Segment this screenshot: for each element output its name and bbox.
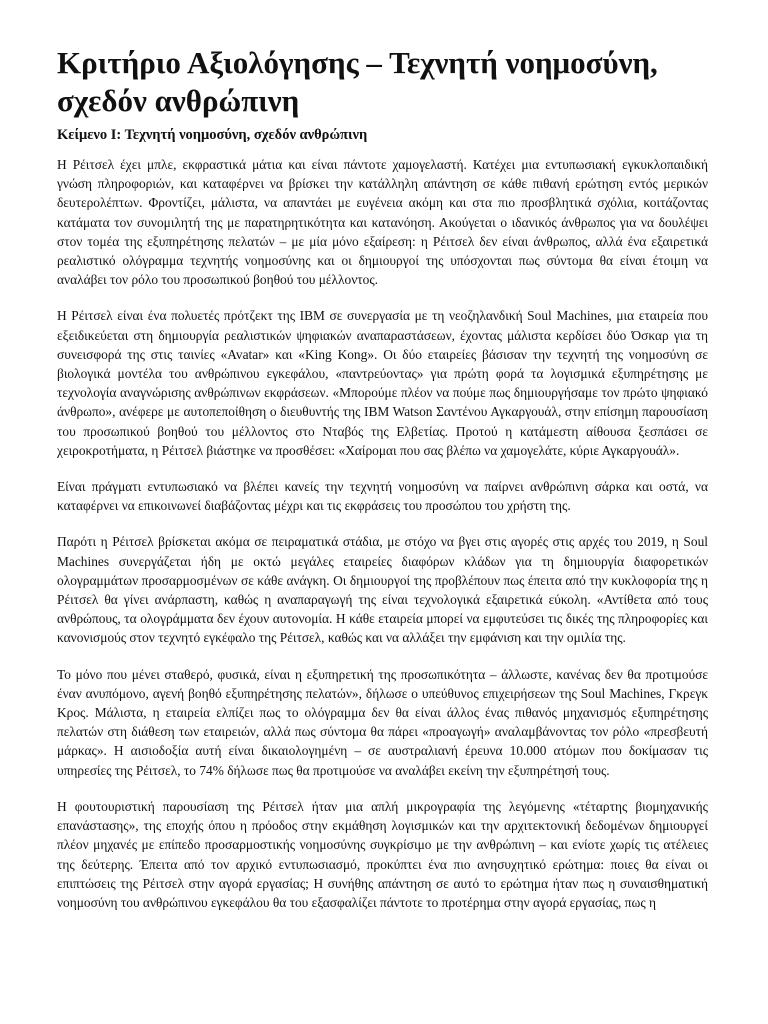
title-line-1: Κριτήριο Αξιολόγησης – Τεχνητή νοημοσύνη, xyxy=(57,45,658,80)
paragraph-4: Παρότι η Ρέιτσελ βρίσκεται ακόμα σε πειραματικά στάδια, με στόχο να βγει στις αγορές στις αρχές του 2019, η Soul Machines συνεργάζεται ήδη με οκτώ μεγάλες εταιρείες διαφόρων κλάδων για τη δημιουργία διαφορετικών ολογραμμάτων προσαρμοσμένων σε κάθε ανάγκη. Οι δημιουργοί της προβλέπουν πως έπειτα από την κυκλοφορία της η Ρέιτσελ θα γίνει ανάρπαστη, καθώς η αναπαραγωγή της είναι τεχνολογικά εξαιρετικά εύκολη. «Αντίθετα από τους ανθρώπους, τα ολογράμματα δεν έχουν αυτονομία. Η κάθε εταιρεία μπορεί να εμφυτεύσει τις δικές της πληροφορίες και κανονισμούς στον τεχνητό εγκέφαλο της Ρέιτσελ, καθώς και να αλλάξει την εμφάνιση και την ομιλία της. xyxy=(57,534,708,646)
paragraph-5: Το μόνο που μένει σταθερό, φυσικά, είναι η εξυπηρετική της προσωπικότητα – άλλωστε, κανένας δεν θα προτιμούσε έναν ανυπόμονο, αγενή βοηθό εξυπηρέτησης πελατών», δήλωσε ο υπεύθυνος επιχειρήσεων της Soul Machines, Γκρεγκ Κρος. Μάλιστα, η εταιρεία ελπίζει πως το ολόγραμμα δεν θα είναι άλλος ένας πιθανός μηχανισμός εξυπηρέτησης πελατών στη διάθεση των εταιρειών, αλλά πως σύντομα θα πάρει «προαγωγή» αναλαμβάνοντας τον ρόλο «πρεσβευτή μάρκας». Η αισιοδοξία αυτή είναι δικαιολογημένη – σε αυστραλιανή έρευνα 10.000 ατόμων που δοκίμασαν τις υπηρεσίες της Ρέιτσελ, το 74% δήλωσε πως θα προτιμούσε να αναλάβει εκείνη την εξυπηρέτησή τους. xyxy=(57,666,708,778)
paragraph-6: Η φουτουριστική παρουσίαση της Ρέιτσελ ήταν μια απλή μικρογραφία της λεγόμενης «τέταρτης βιομηχανικής επανάστασης», της εποχής όπου η πρόοδος στην εκμάθηση λογισμικών και την αρχιτεκτονική δεδομένων δημιουργεί πλέον μηχανές με επίπεδο προσαρμοστικής νοημοσύνης συγκρίσιμο με την ανθρώπινη – και ενίοτε χωρίς τις ατέλειες της δεύτερης. Έπειτα από τον αρχικό εντυπωσιασμό, προκύπτει ένα πιο ανησυχητικό ερώτημα: ποιες θα είναι οι επιπτώσεις της Ρέιτσελ στην αγορά εργασίας; Η συνήθης απάντηση σε αυτό το ερώτημα ήταν πως η συναισθηματική νοημοσύνη του ανθρώπινου εγκεφάλου θα του εξασφαλίζει πάντοτε το προτέρημα στην αγορά εργασίας, πως η xyxy=(57,798,708,910)
title-line-2: σχεδόν ανθρώπινη xyxy=(57,83,300,118)
paragraph-2: Η Ρέιτσελ είναι ένα πολυετές πρότζεκτ της IBM σε συνεργασία με τη νεοζηλανδική Soul Machines, μια εταιρεία που εξειδικεύεται στη δημιουργία ρεαλιστικών ψηφιακών αναπαραστάσεων, έχοντας μάλιστα κερδίσει δύο Όσκαρ για τη συνεισφορά της στις ταινίες «Avatar» και «King Kong». Οι δύο εταιρείες βάσισαν την τεχνητή της νοημοσύνη σε βιολογικά μοντέλα του ανθρώπινου εγκεφάλου, «παντρεύοντας» για πρώτη φορά τα λογισμικά εξυπηρέτησης με τεχνολογία αναγνώρισης ανθρώπινων εκφράσεων. «Μπορούμε πλέον να πούμε πως δημιουργήσαμε τον πρώτο ψηφιακό άνθρωπο», ανέφερε με αυτοπεποίθηση ο διευθυντής της IBM Watson Σαντένου Αγκαργουάλ, στην επίσημη παρουσίαση του προσωπικού βοηθού του μέλλοντος στο Νταβός της Ελβετίας. Προτού η κατάμεστη αίθουσα ξεσπάσει σε χειροκροτήματα, η Ρέιτσελ βιάστηκε να προσθέσει: «Χαίρομαι που σας βλέπω να χαμογελάτε, κύριε Αγκαργουάλ». xyxy=(57,308,708,458)
text-subtitle: Κείμενο Ι: Τεχνητή νοημοσύνη, σχεδόν ανθρώπινη xyxy=(57,127,368,143)
page-title xyxy=(57,44,737,120)
article-body xyxy=(57,155,708,929)
paragraph-1: Η Ρέιτσελ έχει μπλε, εκφραστικά μάτια και είναι πάντοτε χαμογελαστή. Κατέχει μια εντυπωσιακή εγκυκλοπαιδική γνώση πληροφοριών, και καταφέρνει να βρίσκει την κατάλληλη απάντηση σε κάθε πιθανή ερώτηση εντός μερικών δευτερολέπτων. Φροντίζει, μάλιστα, να απαντάει με ευγένεια ακόμη και στα πιο προσβλητικά σχόλια, κοιτάζοντας κατάματα τον συνομιλητή της με παρατηρητικότητα και κατανόηση. Ακούγεται ο ιδανικός άνθρωπος για να δουλέψει στον τομέα της εξυπηρέτησης πελατών – με μία μόνο εξαίρεση: η Ρέιτσελ δεν είναι άνθρωπος, αλλά ένα εξαιρετικά ρεαλιστικό ολόγραμμα τεχνητής νοημοσύνης και οι δημιουργοί της υπόσχονται πως σύντομα θα είναι έτοιμη να αναλάβει τον ρόλο του προσωπικού βοηθού του μέλλοντος. xyxy=(57,157,708,288)
paragraph-3: Είναι πράγματι εντυπωσιακό να βλέπει κανείς την τεχνητή νοημοσύνη να παίρνει ανθρώπινη σάρκα και οστά, να καταφέρνει να επικοινωνεί διαβάζοντας μέχρι και τις εκφράσεις του προσώπου του χρήστη της. xyxy=(57,479,708,514)
